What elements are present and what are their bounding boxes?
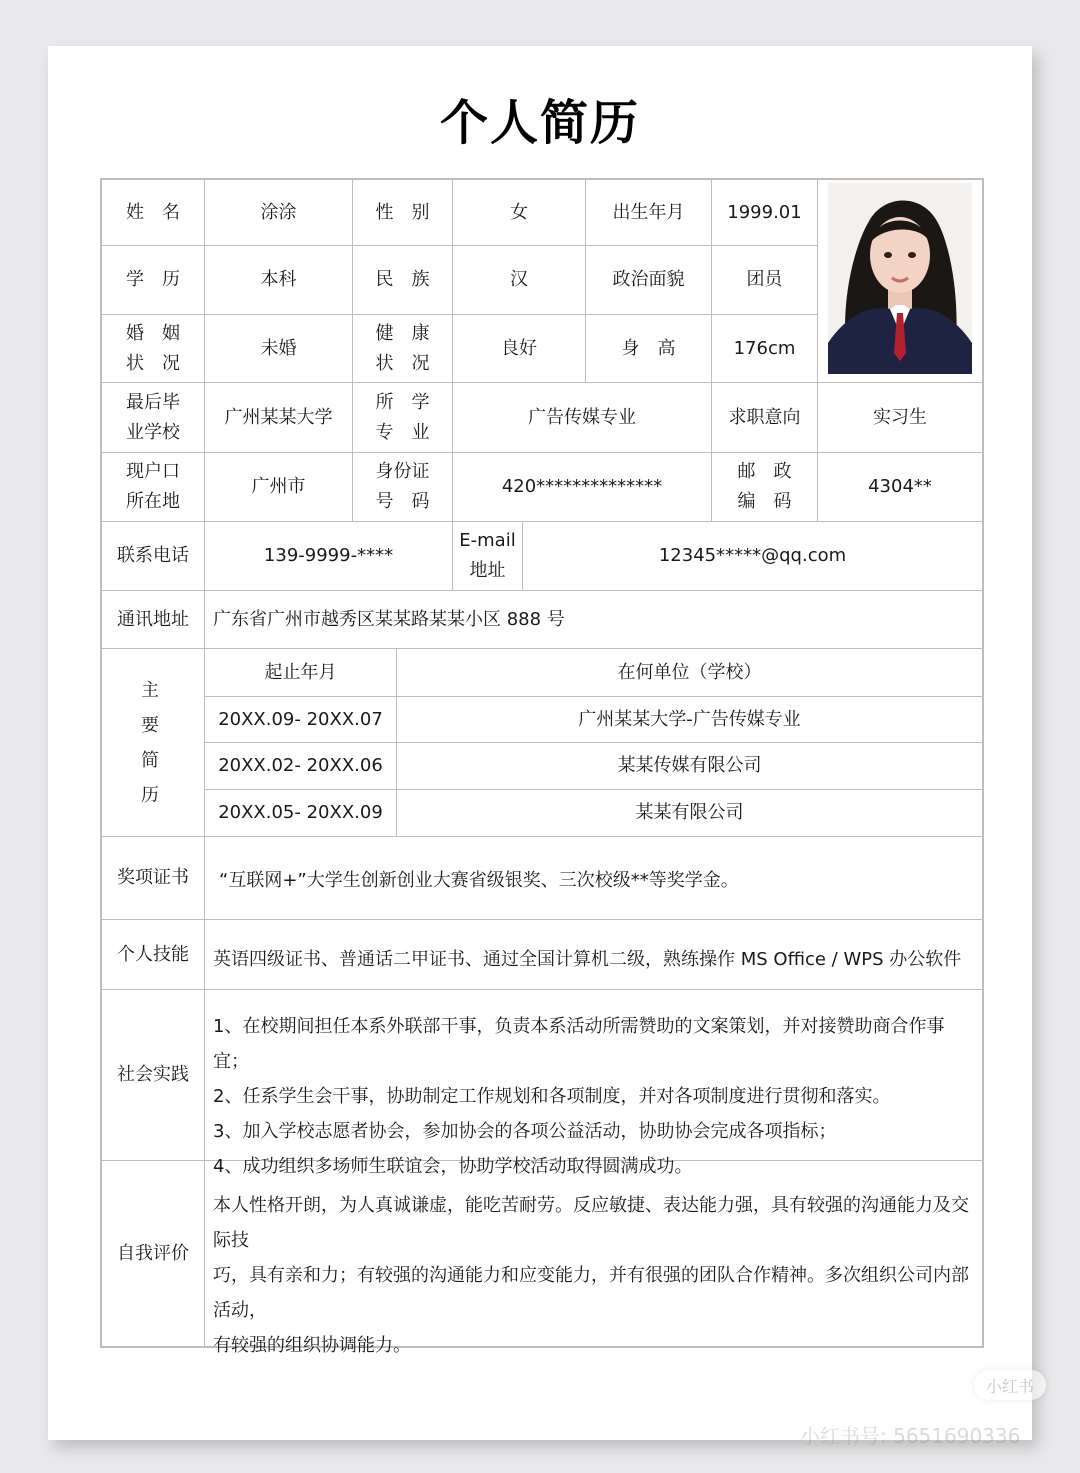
label-skills: 个人技能: [117, 943, 189, 965]
label-school: 最后毕 业学校: [126, 391, 180, 443]
social-practice-list: [213, 1009, 978, 1184]
value-gender: 女: [510, 201, 528, 223]
value-address: 广东省广州市越秀区某某路某某小区 888 号: [213, 608, 565, 630]
list-item: 2、任系学生会干事，协助制定工作规划和各项制度，并对各项制度进行贯彻和落实。: [213, 1086, 891, 1107]
resume-period: 20XX.02- 20XX.06: [218, 755, 383, 776]
resume-unit: 某某传媒有限公司: [617, 755, 762, 776]
value-hukou: 广州市: [251, 476, 306, 497]
label-health: 健 康 状 况: [375, 322, 430, 374]
label-height: 身 高: [621, 337, 676, 359]
watermark-text: 小红书号: 5651690336: [800, 1424, 1021, 1448]
watermark-logo: 小红书: [974, 1370, 1046, 1400]
label-id-number: 身份证 号 码: [375, 461, 430, 512]
label-political: 政治面貌: [612, 269, 685, 290]
page-title: 个人简历: [439, 95, 640, 151]
label-birth: 出生年月: [612, 201, 685, 223]
label-gender: 性 别: [375, 201, 430, 223]
label-hukou: 现户口 所在地: [126, 461, 180, 512]
value-skills: 英语四级证书、普通话二甲证书、通过全国计算机二级，熟练操作 MS Office / WPS 办公软件: [213, 948, 962, 970]
label-phone: 联系电话: [117, 545, 189, 566]
resume-header-period: 起止年月: [264, 661, 337, 683]
value-school: 广州某某大学: [224, 406, 333, 428]
list-item: 1、在校期间担任本系外联部干事，负责本系活动所需赞助的文案策划，并对接赞助商合作事宜；: [213, 1016, 945, 1072]
label-email: E-mail 地址: [459, 530, 516, 581]
value-email: 12345*****@qq.com: [658, 545, 847, 566]
profile-photo: [828, 183, 972, 374]
list-item: 3、加入学校志愿者协会，参加协会的各项公益活动，协助协会完成各项指标；: [213, 1121, 837, 1142]
resume-header-unit: 在何单位（学校）: [617, 661, 762, 683]
label-name: 姓 名: [126, 201, 180, 223]
list-item: 4、成功组织多场师生联谊会，协助学校活动取得圆满成功。: [213, 1156, 693, 1177]
value-height: 176cm: [733, 337, 796, 359]
label-address: 通讯地址: [117, 608, 189, 630]
value-birth: 1999.01: [727, 201, 802, 223]
label-education: 学 历: [126, 269, 180, 290]
self-evaluation-text: [213, 1188, 978, 1363]
value-major: 广告传媒专业: [528, 406, 636, 428]
value-ethnic: 汉: [510, 269, 528, 290]
text-line: 巧，具有亲和力；有较强的沟通能力和应变能力，并有很强的团队合作精神。多次组织公司内部活动，: [213, 1265, 969, 1321]
value-id-number: 420**************: [501, 476, 663, 497]
value-zip: 4304**: [868, 476, 932, 497]
label-self-evaluation: 自我评价: [117, 1242, 189, 1264]
label-marital: 婚 姻 状 况: [126, 322, 180, 374]
value-marital: 未婚: [260, 337, 297, 359]
label-ethnic: 民 族: [375, 269, 430, 290]
value-political: 团员: [746, 269, 783, 290]
label-major: 所 学 专 业: [375, 391, 430, 443]
label-social-practice: 社会实践: [117, 1064, 189, 1085]
value-health: 良好: [501, 337, 537, 359]
resume-unit: 广州某某大学-广告传媒专业: [578, 708, 801, 730]
value-job-intent: 实习生: [873, 406, 927, 428]
label-job-intent: 求职意向: [728, 406, 801, 428]
resume-unit: 某某有限公司: [635, 802, 744, 823]
text-line: 本人性格开朗，为人真诚谦虚，能吃苦耐劳。反应敏捷、表达能力强，具有较强的沟通能力及交际技: [213, 1195, 969, 1251]
value-education: 本科: [260, 269, 297, 290]
value-name: 涂涂: [260, 201, 297, 223]
resume-period: 20XX.05- 20XX.09: [218, 802, 383, 823]
label-zip: 邮 政 编 码: [737, 461, 792, 512]
text-line: 有较强的组织协调能力。: [213, 1335, 411, 1356]
label-awards: 奖项证书: [117, 867, 189, 888]
resume-period: 20XX.09- 20XX.07: [218, 708, 383, 730]
value-awards: “互联网+”大学生创新创业大赛省级银奖、三次校级**等奖学金。: [219, 870, 739, 891]
value-phone: 139-9999-****: [263, 545, 394, 566]
label-main-resume: 主 要 简 历: [141, 679, 159, 806]
